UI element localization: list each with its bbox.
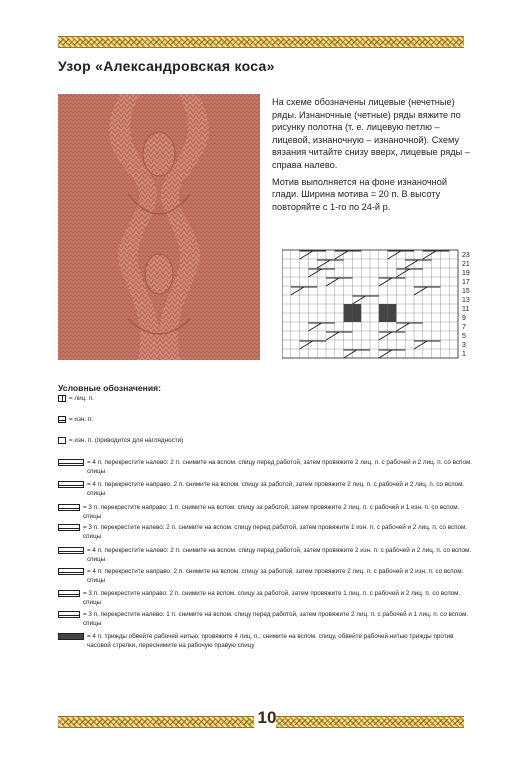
chart-wrap-cell (352, 304, 361, 313)
chart-row-number: 21 (462, 261, 470, 269)
bottom-ornament-border-left (58, 716, 254, 728)
legend-item-text: = 3 п. перекрестите направо: 1 п. снимите на вспом. спицу за работой, затем провяжите 2 лиц. п. с рабочей и 1 изн. п. со вспом. спицы (83, 504, 460, 520)
legend-item-text: = 4 п. перекрестите направо: 2 п. снимите на вспом. спицу за работой, затем провяжите 2 лиц. п. с рабочей и 2 изн. п. со вспом. спицы (87, 568, 464, 584)
knit-stitch-symbol (58, 395, 66, 402)
legend-item (58, 394, 478, 403)
wrap-symbol (58, 633, 84, 640)
chart-row-number: 13 (462, 297, 470, 305)
chart-wrap-cell (344, 304, 353, 313)
legend-item (58, 436, 478, 445)
page-title: Узор «Александровская коса» (58, 58, 275, 74)
chart-wrap-cell (344, 313, 353, 322)
page-number: 10 (257, 708, 277, 727)
chart-wrap-cell (352, 313, 361, 322)
chart-row-number: 11 (462, 306, 470, 314)
legend-item-text: = изн. п. (приводится для наглядности) (69, 437, 184, 444)
cable-symbol (58, 524, 80, 531)
cable-symbol (58, 504, 80, 511)
cable-symbol (58, 547, 84, 554)
legend-item (58, 610, 478, 628)
legend-item (58, 415, 478, 424)
chart-row-number: 9 (462, 315, 466, 323)
chart-row-number: 19 (462, 270, 470, 278)
cable-symbol (58, 568, 84, 575)
legend-item (58, 523, 478, 541)
legend-item-text: = 4 п. трижды обвейте рабочей нитью: провяжите 4 лиц. п., снимите на вспом. спицу, обвейте рабочей нитью трижды против часовой стрелки, переснимите на рабочую правую спицу (87, 633, 454, 649)
cable-symbol (58, 459, 84, 466)
knitted-swatch-photo (58, 94, 260, 360)
chart-row-number: 5 (462, 333, 466, 341)
legend-item-text: = 3 п. перекрестите направо: 2 п. снимите на вспом. спицу за работой, затем провяжите 1 лиц. п. с рабочей и 2 лиц. п. со вспом. спицы (83, 590, 461, 606)
top-ornament-border (58, 36, 464, 48)
bottom-ornament-border-right (276, 716, 464, 728)
chart-wrap-cell (379, 304, 388, 313)
legend-item (58, 503, 478, 521)
legend-item (58, 458, 478, 476)
knitting-chart (282, 248, 477, 365)
legend-item-text: = 4 п. перекрестите налево: 2 п. снимите на вспом. спицу перед работой, затем провяжите 2 лиц. п. с рабочей и 2 лиц. п. со вспом. спицы (87, 459, 473, 475)
legend-title: Условные обозначения: (58, 383, 161, 393)
cable-symbol (58, 481, 84, 488)
chart-row-number: 1 (462, 351, 466, 359)
purl-stitch-symbol (58, 416, 66, 423)
chart-row-number: 7 (462, 324, 466, 332)
chart-row-number: 17 (462, 279, 470, 287)
legend-item-text: = 4 п. перекрестите направо: 2 п. снимите на вспом. спицу за работой, затем провяжите 2 лиц. п. с рабочей и 2 лиц. п. со вспом. спицы (87, 481, 465, 497)
cable-symbol (58, 611, 80, 618)
chart-wrap-cell (388, 313, 397, 322)
chart-row-number: 23 (462, 252, 470, 260)
legend-item (58, 546, 478, 564)
chart-wrap-cell (379, 313, 388, 322)
description-paragraph: Мотив выполняется на фоне изнаночной глади. Ширина мотива = 20 п. В высоту повторяйте с 1-го по 24-й р. (272, 176, 447, 212)
legend-item-text: = изн. п. (69, 416, 93, 423)
chart-wrap-cell (388, 304, 397, 313)
legend-item-text: = 3 п. перекрестите налево: 2 п. снимите на вспом. спицу перед работой, затем провяжите 1 изн. п. с рабочей и 2 лиц. п. со вспом. спицы (83, 524, 468, 540)
legend-item (58, 589, 478, 607)
description-paragraph: На схеме обозначены лицевые (нечетные) ряды. Изнаночные (четные) ряды вяжите по рисунку полотна (т. е. лицевую петлю – лицевой, изнаночную – изнаночной). Схему вязания читайте снизу вверх, лицевые ряды – справа налево. (272, 97, 470, 170)
cable-symbol (58, 590, 80, 597)
pattern-description (272, 96, 472, 217)
legend-item-text: = 3 п. перекрестите налево: 1 п. снимите на вспом. спицу перед работой, затем провяжите 2 лиц. п. с рабочей и 1 лиц. п. со вспом. спицы (83, 611, 469, 627)
chart-row-number: 15 (462, 288, 470, 296)
empty-purl-symbol (58, 437, 66, 444)
legend-item-text: = 4 п. перекрестите налево: 2 п. снимите на вспом. спицу перед работой, затем провяжите 2 изн. п. с рабочей и 2 лиц. п. со вспом. спицы (87, 547, 472, 563)
legend-item (58, 567, 478, 585)
legend-item (58, 632, 478, 650)
chart-row-number: 3 (462, 342, 466, 350)
legend-item (58, 480, 478, 498)
legend-item-text: = лиц. п. (69, 395, 94, 402)
